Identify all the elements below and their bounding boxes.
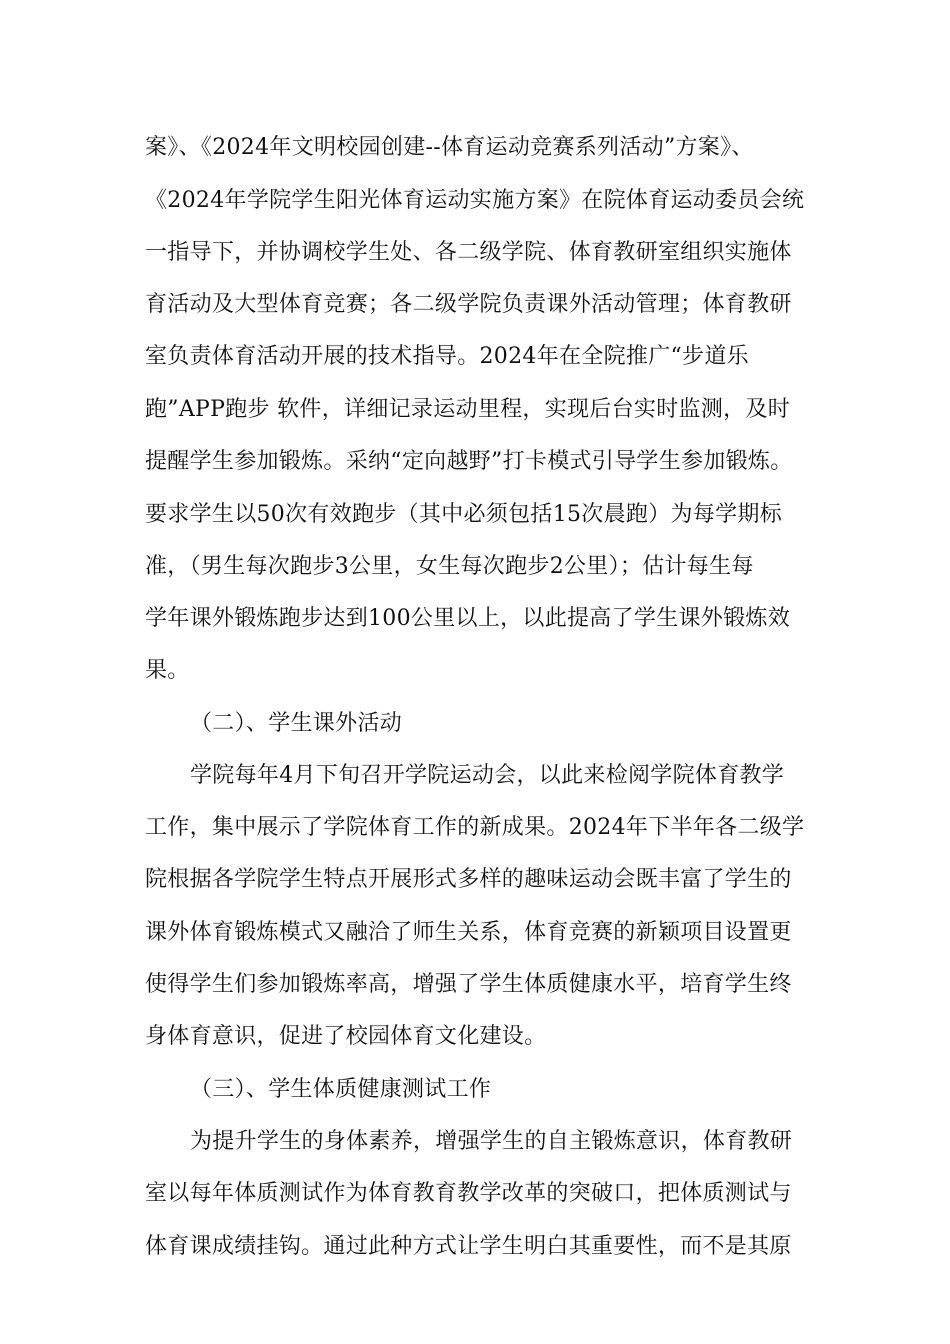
paragraph-line: 要求学生以50次有效跑步（其中必须包括15次晨跑）为每学期标 xyxy=(145,502,782,527)
paragraph-line: 工作，集中展示了学院体育工作的新成果。2024年下半年各二级学 xyxy=(145,815,805,840)
paragraph-line: 学院每年4月下旬召开学院运动会，以此来检阅学院体育教学 xyxy=(190,763,785,788)
paragraph-line: 提醒学生参加锻炼。采纳“定向越野”打卡模式引导学生参加锻炼。 xyxy=(145,449,793,474)
paragraph-line: 育活动及大型体育竞赛；各二级学院负责课外活动管理；体育教研 xyxy=(145,292,792,317)
section-heading: （三）、学生体质健康测试工作 xyxy=(190,1077,492,1102)
paragraph-line: 果。 xyxy=(145,658,190,683)
paragraph-line: 学年课外锻炼跑步达到100公里以上，以此提高了学生课外锻炼效 xyxy=(145,606,790,631)
paragraph-line: 室负责体育活动开展的技术指导。2024年在全院推广“步道乐 xyxy=(145,344,749,369)
paragraph-line: 体育课成绩挂钩。通过此种方式让学生明白其重要性，而不是其原 xyxy=(145,1234,792,1259)
paragraph-line: 为提升学生的身体素养，增强学生的自主锻炼意识，体育教研 xyxy=(190,1129,793,1154)
paragraph-line: 室以每年体质测试作为体育教育教学改革的突破口，把体质测试与 xyxy=(145,1181,792,1206)
section-heading: （二）、学生课外活动 xyxy=(190,711,403,736)
paragraph-line: 使得学生们参加锻炼率高，增强了学生体质健康水平，培育学生终 xyxy=(145,972,792,997)
paragraph-line: 身体育意识，促进了校园体育文化建设。 xyxy=(145,1024,547,1049)
paragraph-line: 《2024年学院学生阳光体育运动实施方案》在院体育运动委员会统 xyxy=(145,188,805,213)
paragraph-line: 一指导下，并协调校学生处、各二级学院、体育教研室组织实施体 xyxy=(145,240,792,265)
paragraph-line: 案》、《2024年文明校园创建--体育运动竞赛系列活动”方案》、 xyxy=(145,135,754,160)
paragraph-line: 跑”APP跑步 软件，详细记录运动里程，实现后台实时监测，及时 xyxy=(145,397,791,422)
paragraph-line: 准，（男生每次跑步3公里，女生每次跑步2公里）；估计每生每 xyxy=(145,554,754,579)
paragraph-line: 院根据各学院学生特点开展形式多样的趣味运动会既丰富了学生的 xyxy=(145,867,792,892)
paragraph-line: 课外体育锻炼模式又融洽了师生关系，体育竞赛的新颖项目设置更 xyxy=(145,920,792,945)
